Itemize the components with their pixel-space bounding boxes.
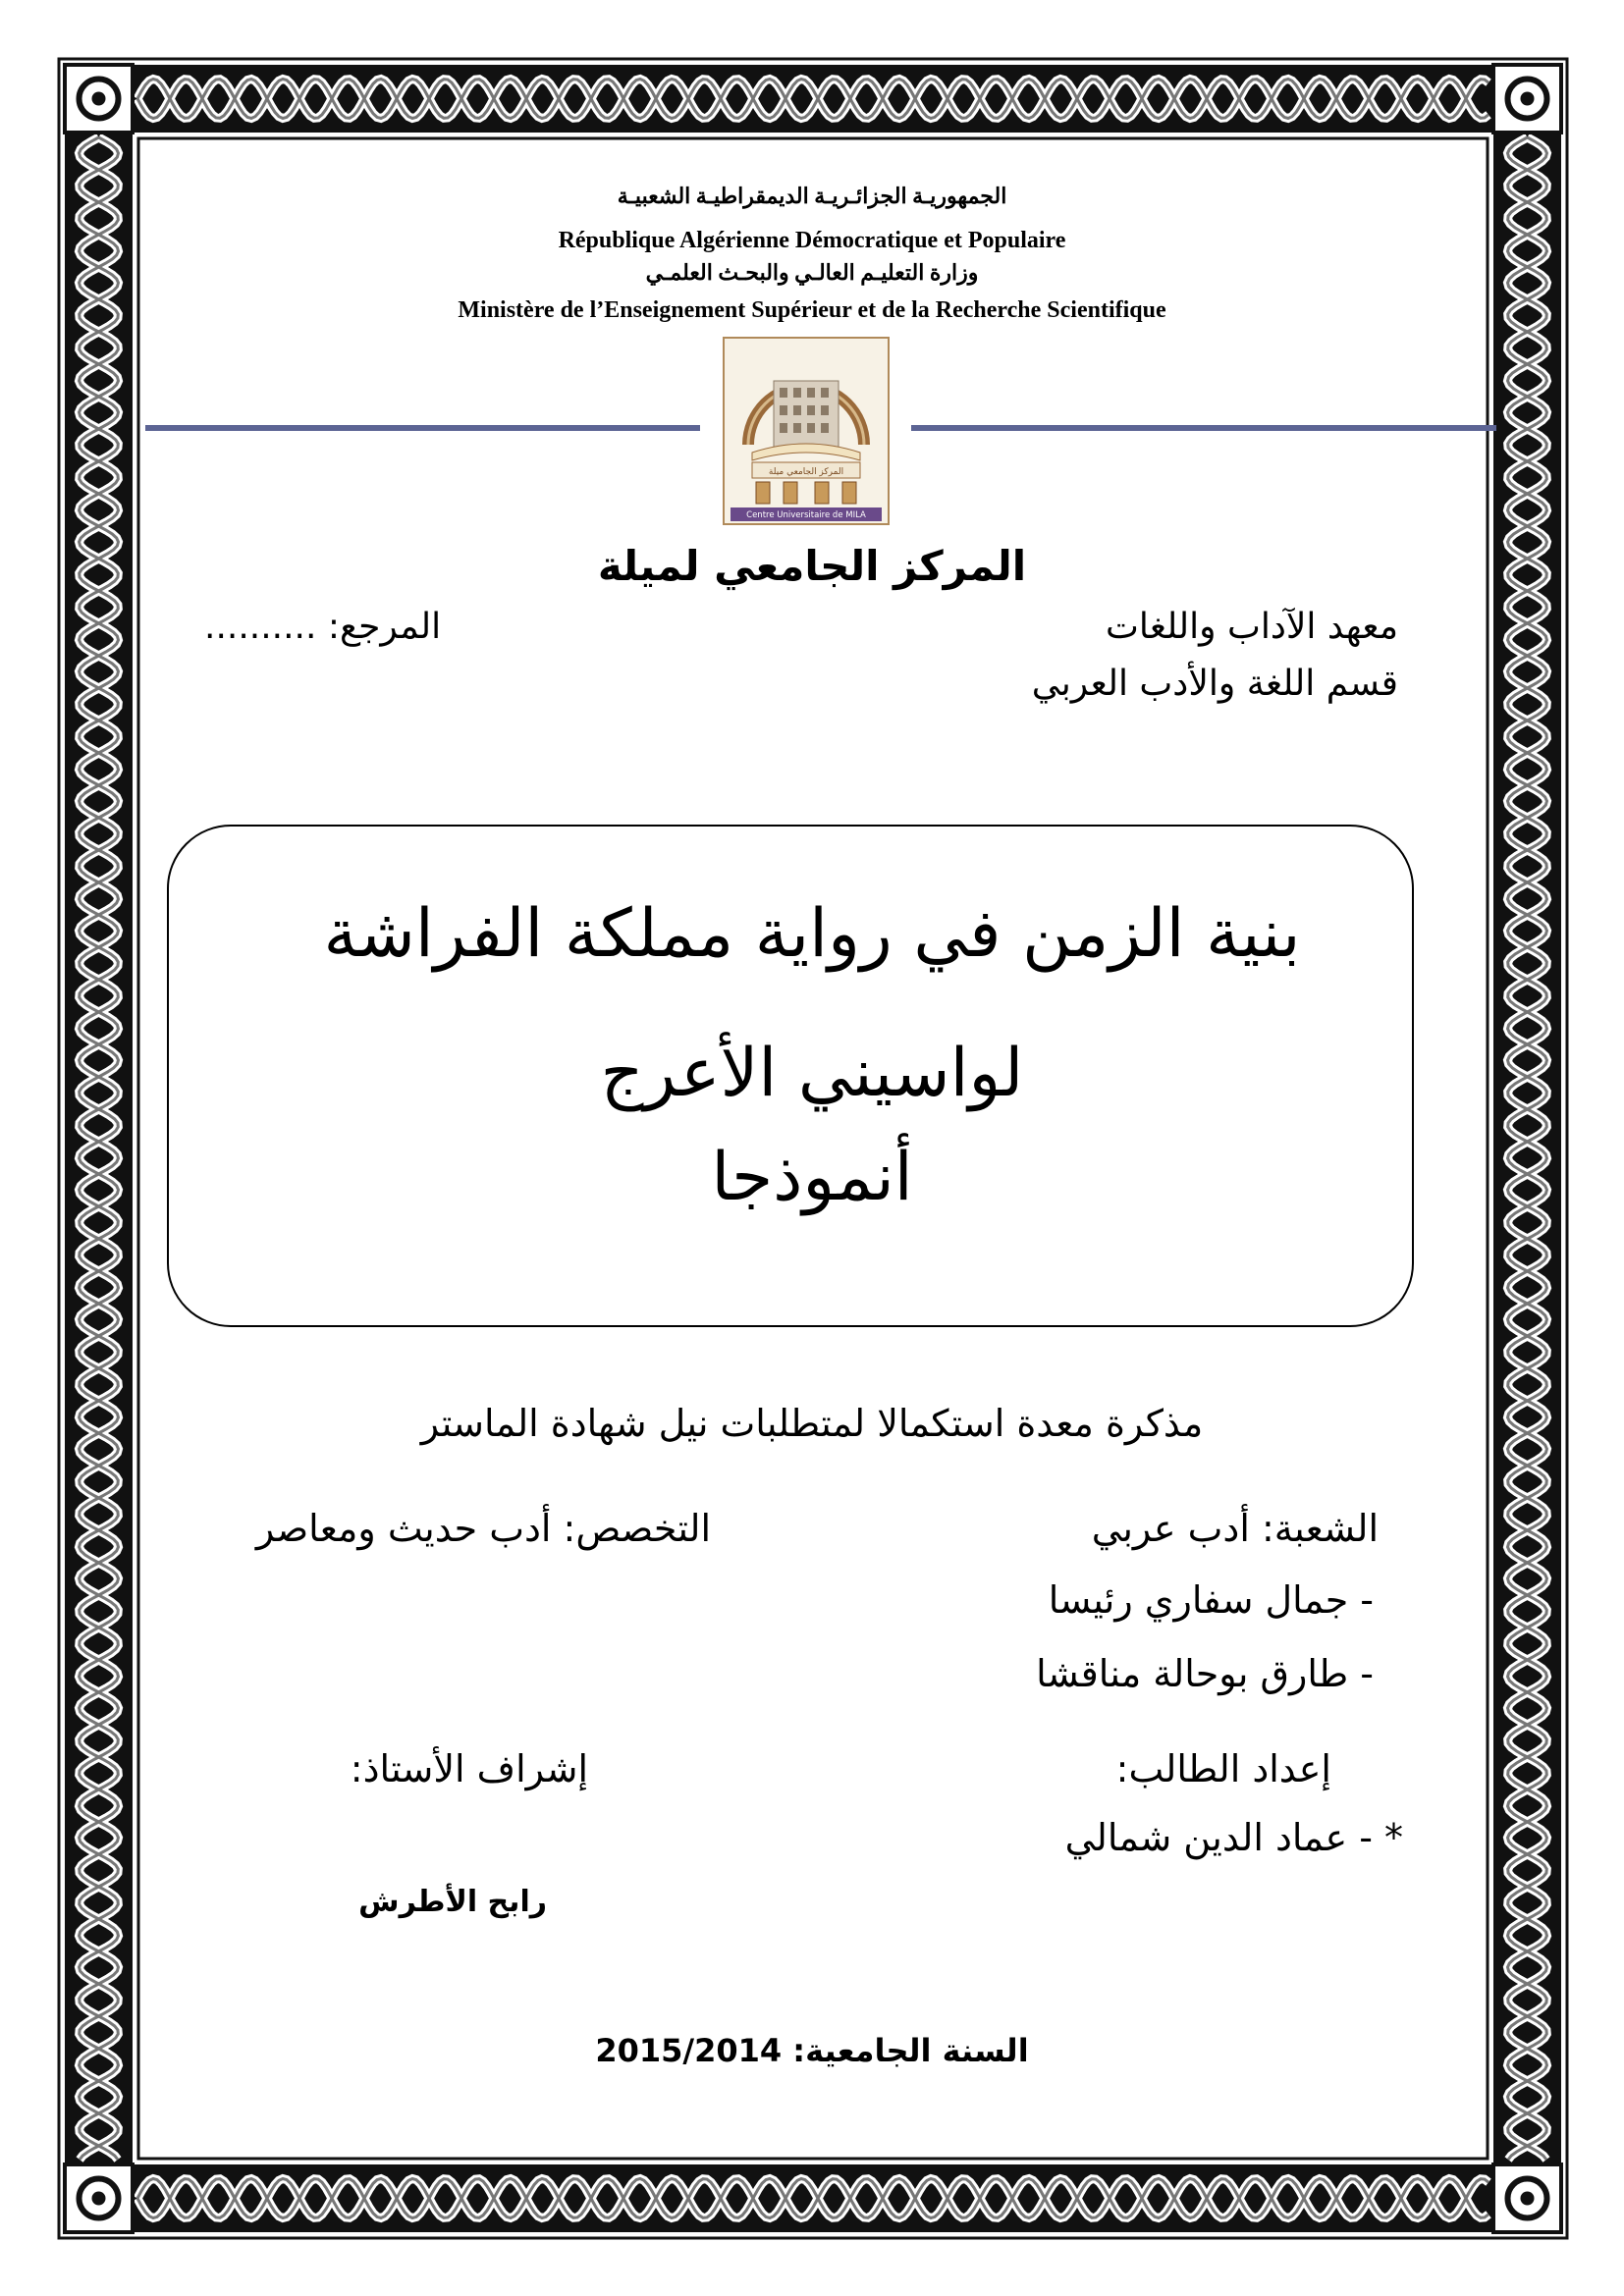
circle-target-center [1521,2192,1535,2206]
thesis-title-line-3: أنموذجا [711,1139,913,1216]
reference-number: المرجع: .......... [204,607,442,647]
header-rule-right [911,425,1496,431]
thesis-title-line-1: بنية الزمن في رواية مملكة الفراشة [323,895,1301,973]
specialty-field: التخصص: أدب حديث ومعاصر [255,1507,711,1550]
republic-french-heading: République Algérienne Démocratique et Populaire [558,228,1066,253]
logo-emblem-text: المركز الجامعي ميلة [768,467,844,477]
ministry-arabic-heading: وزارة التعليـم العالـي والبحـث العلمـي [645,260,979,285]
circle-target-center [92,92,106,106]
thesis-title-line-2: لواسيني الأعرج [600,1035,1024,1112]
supervisor-name: رابح الأطرش [358,1885,547,1919]
circle-target-center [1521,92,1535,106]
university-center-name: المركز الجامعي لميلة [597,542,1027,590]
logo-caption: Centre Universitaire de MILA [746,510,866,520]
supervision-label: إشراف الأستاذ: [350,1747,588,1790]
header-rule-left [145,425,700,431]
ministry-french-heading: Ministère de l’Enseignement Supérieur et de la Recherche Scientifique [458,297,1166,323]
jury-member-examiner: - طارق بوحالة مناقشا [1036,1652,1374,1695]
university-logo [723,337,890,525]
academic-year: السنة الجامعية: 2015/2014 [595,2032,1029,2069]
jury-member-president: - جمال سفاري رئيسا [1048,1578,1374,1622]
republic-arabic-heading: الجمهوريـة الجزائـريـة الديمقراطيـة الشعبيـة [617,184,1007,208]
circle-target-center [92,2192,106,2206]
institute-name: معهد الآداب واللغات [1106,607,1398,647]
memo-description: مذكرة معدة استكمالا لمتطلبات نيل شهادة الماستر [420,1402,1204,1445]
student-name: * - عماد الدين شمالي [1064,1816,1403,1859]
department-name: قسم اللغة والأدب العربي [1031,664,1398,704]
branch-field: الشعبة: أدب عربي [1091,1507,1379,1550]
prepared-by-label: إعداد الطالب: [1115,1747,1331,1790]
